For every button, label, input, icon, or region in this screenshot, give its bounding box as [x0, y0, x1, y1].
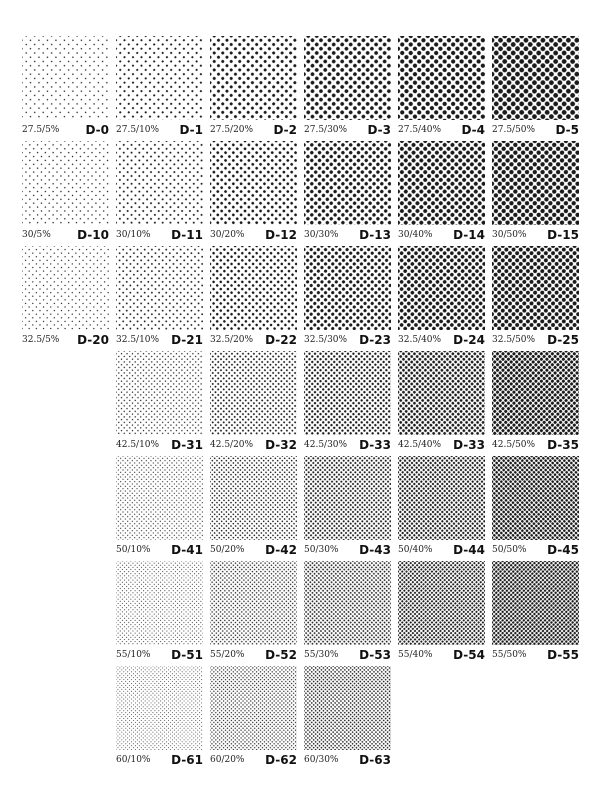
tone-tile[interactable]	[398, 36, 485, 140]
tile-caption	[304, 752, 391, 766]
tone-code-label: D-61	[171, 753, 203, 767]
halftone-dots	[22, 141, 109, 225]
tone-code-label: D-35	[547, 438, 579, 452]
tone-ratio-label: 55/30%	[304, 650, 339, 660]
tone-code-label: D-22	[265, 333, 297, 347]
halftone-dots	[304, 246, 391, 330]
tone-tile[interactable]	[22, 141, 109, 245]
tone-row	[22, 561, 586, 665]
tile-caption	[210, 122, 297, 136]
tone-ratio-label: 42.5/30%	[304, 440, 348, 450]
tone-code-label: D-43	[359, 543, 391, 557]
tone-tile[interactable]	[304, 666, 391, 770]
dot-screen-swatch	[492, 246, 579, 330]
tone-tile[interactable]	[210, 456, 297, 560]
halftone-dots	[304, 141, 391, 225]
tone-tile[interactable]	[210, 561, 297, 665]
halftone-dots	[492, 36, 579, 120]
tile-caption	[116, 122, 203, 136]
tone-ratio-label: 27.5/50%	[492, 125, 536, 135]
tone-ratio-label: 30/30%	[304, 230, 339, 240]
tone-ratio-label: 42.5/50%	[492, 440, 536, 450]
tone-tile[interactable]	[210, 141, 297, 245]
tone-tile[interactable]	[304, 561, 391, 665]
tone-code-label: D-12	[265, 228, 297, 242]
dot-screen-swatch	[116, 141, 203, 225]
tile-caption	[304, 122, 391, 136]
tone-ratio-label: 60/20%	[210, 755, 245, 765]
tone-ratio-label: 60/10%	[116, 755, 151, 765]
tile-caption	[116, 542, 203, 556]
tone-tile[interactable]	[116, 666, 203, 770]
tone-code-label: D-41	[171, 543, 203, 557]
tone-ratio-label: 30/50%	[492, 230, 527, 240]
tone-code-label: D-33	[453, 438, 485, 452]
dot-screen-swatch	[492, 561, 579, 645]
halftone-dots	[492, 246, 579, 330]
tone-tile[interactable]	[398, 141, 485, 245]
halftone-dots	[116, 351, 203, 435]
tone-ratio-label: 30/40%	[398, 230, 433, 240]
halftone-dots	[210, 351, 297, 435]
dot-screen-swatch	[116, 351, 203, 435]
dot-screen-swatch	[210, 246, 297, 330]
tone-code-label: D-44	[453, 543, 485, 557]
tone-code-label: D-33	[359, 438, 391, 452]
tile-caption	[398, 542, 485, 556]
tile-caption	[492, 332, 579, 346]
tone-tile[interactable]	[492, 561, 579, 665]
tile-caption	[116, 437, 203, 451]
halftone-dots	[398, 351, 485, 435]
tone-ratio-label: 32.5/40%	[398, 335, 442, 345]
tone-ratio-label: 27.5/30%	[304, 125, 348, 135]
tile-caption	[492, 647, 579, 661]
tone-code-label: D-5	[555, 123, 579, 137]
dot-screen-swatch	[398, 351, 485, 435]
halftone-dots	[304, 456, 391, 540]
tone-tile[interactable]	[116, 246, 203, 350]
tone-code-label: D-10	[77, 228, 109, 242]
tone-tile[interactable]	[398, 246, 485, 350]
tone-tile[interactable]	[304, 246, 391, 350]
tile-caption	[492, 542, 579, 556]
tone-code-label: D-55	[547, 648, 579, 662]
tone-tile[interactable]	[22, 36, 109, 140]
tile-caption	[116, 332, 203, 346]
tone-ratio-label: 55/20%	[210, 650, 245, 660]
tone-code-label: D-63	[359, 753, 391, 767]
tone-code-label: D-2	[273, 123, 297, 137]
halftone-dots	[398, 36, 485, 120]
halftone-dots	[22, 246, 109, 330]
dot-screen-swatch	[210, 141, 297, 225]
tone-tile[interactable]	[116, 351, 203, 455]
tone-row	[22, 141, 586, 245]
tone-code-label: D-1	[179, 123, 203, 137]
tone-row	[22, 246, 586, 350]
halftone-dots	[398, 141, 485, 225]
dot-screen-swatch	[116, 666, 203, 750]
tone-code-label: D-24	[453, 333, 485, 347]
tone-code-label: D-4	[461, 123, 485, 137]
tone-row	[22, 666, 586, 770]
tone-tile[interactable]	[398, 351, 485, 455]
dot-screen-swatch	[22, 246, 109, 330]
tile-caption	[210, 647, 297, 661]
tone-code-label: D-3	[367, 123, 391, 137]
dot-screen-swatch	[210, 36, 297, 120]
tone-ratio-label: 50/10%	[116, 545, 151, 555]
tile-caption	[304, 227, 391, 241]
tone-code-label: D-15	[547, 228, 579, 242]
tone-tile[interactable]	[492, 36, 579, 140]
tone-code-label: D-51	[171, 648, 203, 662]
tile-caption	[22, 122, 109, 136]
tile-caption	[492, 122, 579, 136]
dot-screen-swatch	[304, 246, 391, 330]
tone-code-label: D-23	[359, 333, 391, 347]
tone-tile[interactable]	[210, 666, 297, 770]
halftone-dots	[398, 246, 485, 330]
tile-caption	[22, 227, 109, 241]
tone-ratio-label: 55/40%	[398, 650, 433, 660]
halftone-dots	[398, 456, 485, 540]
dot-screen-swatch	[492, 141, 579, 225]
tone-tile[interactable]	[210, 246, 297, 350]
halftone-dots	[210, 141, 297, 225]
tile-caption	[116, 227, 203, 241]
dot-screen-swatch	[22, 141, 109, 225]
dot-screen-swatch	[304, 141, 391, 225]
tone-tile[interactable]	[116, 561, 203, 665]
dot-screen-swatch	[304, 666, 391, 750]
tile-caption	[304, 437, 391, 451]
tone-ratio-label: 50/20%	[210, 545, 245, 555]
halftone-dots	[210, 666, 297, 750]
tone-row	[22, 351, 586, 455]
tone-code-label: D-54	[453, 648, 485, 662]
halftone-dots	[398, 561, 485, 645]
tone-ratio-label: 30/5%	[22, 230, 51, 240]
dot-screen-swatch	[304, 351, 391, 435]
dot-screen-swatch	[304, 456, 391, 540]
tone-ratio-label: 60/30%	[304, 755, 339, 765]
tone-code-label: D-25	[547, 333, 579, 347]
tile-caption	[210, 437, 297, 451]
dot-screen-swatch	[116, 456, 203, 540]
dot-screen-swatch	[210, 666, 297, 750]
tile-caption	[210, 227, 297, 241]
tone-ratio-label: 32.5/5%	[22, 335, 60, 345]
tone-ratio-label: 32.5/50%	[492, 335, 536, 345]
tone-ratio-label: 32.5/10%	[116, 335, 160, 345]
halftone-dots	[304, 666, 391, 750]
tile-caption	[398, 227, 485, 241]
tone-tile[interactable]	[492, 351, 579, 455]
tone-code-label: D-45	[547, 543, 579, 557]
tone-tile[interactable]	[304, 351, 391, 455]
dot-screen-swatch	[398, 456, 485, 540]
halftone-dots	[116, 666, 203, 750]
tone-tile[interactable]	[210, 36, 297, 140]
tone-code-label: D-32	[265, 438, 297, 452]
tone-ratio-label: 42.5/20%	[210, 440, 254, 450]
tone-code-label: D-11	[171, 228, 203, 242]
halftone-dots	[210, 246, 297, 330]
dot-screen-swatch	[398, 561, 485, 645]
dot-screen-swatch	[116, 561, 203, 645]
dot-screen-swatch	[116, 36, 203, 120]
tone-ratio-label: 32.5/30%	[304, 335, 348, 345]
tile-caption	[210, 332, 297, 346]
tone-ratio-label: 42.5/40%	[398, 440, 442, 450]
dot-screen-swatch	[210, 456, 297, 540]
tone-tile[interactable]	[116, 141, 203, 245]
tone-tile[interactable]	[304, 141, 391, 245]
tone-code-label: D-0	[85, 123, 109, 137]
halftone-dots	[492, 351, 579, 435]
tone-ratio-label: 30/20%	[210, 230, 245, 240]
halftone-dots	[116, 456, 203, 540]
tone-code-label: D-53	[359, 648, 391, 662]
tone-tile[interactable]	[116, 36, 203, 140]
tile-caption	[398, 647, 485, 661]
tile-caption	[492, 437, 579, 451]
tile-caption	[304, 542, 391, 556]
dot-screen-swatch	[22, 36, 109, 120]
tile-caption	[116, 647, 203, 661]
dot-screen-swatch	[398, 36, 485, 120]
tone-ratio-label: 50/40%	[398, 545, 433, 555]
tile-caption	[304, 647, 391, 661]
tone-tile[interactable]	[398, 561, 485, 665]
tile-caption	[398, 122, 485, 136]
halftone-dots	[116, 561, 203, 645]
tone-tile[interactable]	[492, 456, 579, 560]
tone-tile[interactable]	[116, 456, 203, 560]
tile-caption	[304, 332, 391, 346]
halftone-dots	[492, 141, 579, 225]
tile-caption	[22, 332, 109, 346]
tone-code-label: D-20	[77, 333, 109, 347]
halftone-dots	[304, 561, 391, 645]
halftone-dots	[304, 351, 391, 435]
tile-caption	[398, 332, 485, 346]
dot-screen-swatch	[492, 351, 579, 435]
tone-code-label: D-13	[359, 228, 391, 242]
tone-code-label: D-14	[453, 228, 485, 242]
dot-screen-swatch	[398, 141, 485, 225]
tone-ratio-label: 27.5/5%	[22, 125, 60, 135]
tone-ratio-label: 42.5/10%	[116, 440, 160, 450]
tone-code-label: D-42	[265, 543, 297, 557]
tone-ratio-label: 55/10%	[116, 650, 151, 660]
halftone-dots	[116, 141, 203, 225]
dot-screen-swatch	[304, 561, 391, 645]
halftone-dots	[210, 561, 297, 645]
dot-screen-swatch	[492, 36, 579, 120]
dot-screen-swatch	[116, 246, 203, 330]
tone-code-label: D-52	[265, 648, 297, 662]
tone-tile[interactable]	[304, 456, 391, 560]
dot-screen-swatch	[210, 561, 297, 645]
tone-code-label: D-31	[171, 438, 203, 452]
tone-code-label: D-62	[265, 753, 297, 767]
halftone-dots	[22, 36, 109, 120]
tone-row	[22, 36, 586, 140]
tile-caption	[116, 752, 203, 766]
halftone-dots	[210, 456, 297, 540]
dot-screen-swatch	[492, 456, 579, 540]
tone-ratio-label: 30/10%	[116, 230, 151, 240]
tone-tile[interactable]	[210, 351, 297, 455]
tone-tile[interactable]	[492, 141, 579, 245]
tone-tile[interactable]	[304, 36, 391, 140]
tile-caption	[210, 542, 297, 556]
dot-screen-swatch	[304, 36, 391, 120]
dot-screen-swatch	[398, 246, 485, 330]
dot-screen-swatch	[210, 351, 297, 435]
tone-ratio-label: 50/50%	[492, 545, 527, 555]
tone-tile[interactable]	[22, 246, 109, 350]
tone-ratio-label: 50/30%	[304, 545, 339, 555]
tone-row	[22, 456, 586, 560]
tone-code-label: D-21	[171, 333, 203, 347]
tone-ratio-label: 27.5/20%	[210, 125, 254, 135]
tone-ratio-label: 27.5/10%	[116, 125, 160, 135]
halftone-dots	[304, 36, 391, 120]
tile-caption	[210, 752, 297, 766]
tile-caption	[398, 437, 485, 451]
halftone-dots	[116, 246, 203, 330]
halftone-dots	[492, 561, 579, 645]
tone-ratio-label: 32.5/20%	[210, 335, 254, 345]
tone-tile[interactable]	[398, 456, 485, 560]
tone-ratio-label: 55/50%	[492, 650, 527, 660]
halftone-dots	[210, 36, 297, 120]
tone-tile[interactable]	[492, 246, 579, 350]
tone-ratio-label: 27.5/40%	[398, 125, 442, 135]
tile-caption	[492, 227, 579, 241]
halftone-dots	[116, 36, 203, 120]
halftone-dots	[492, 456, 579, 540]
